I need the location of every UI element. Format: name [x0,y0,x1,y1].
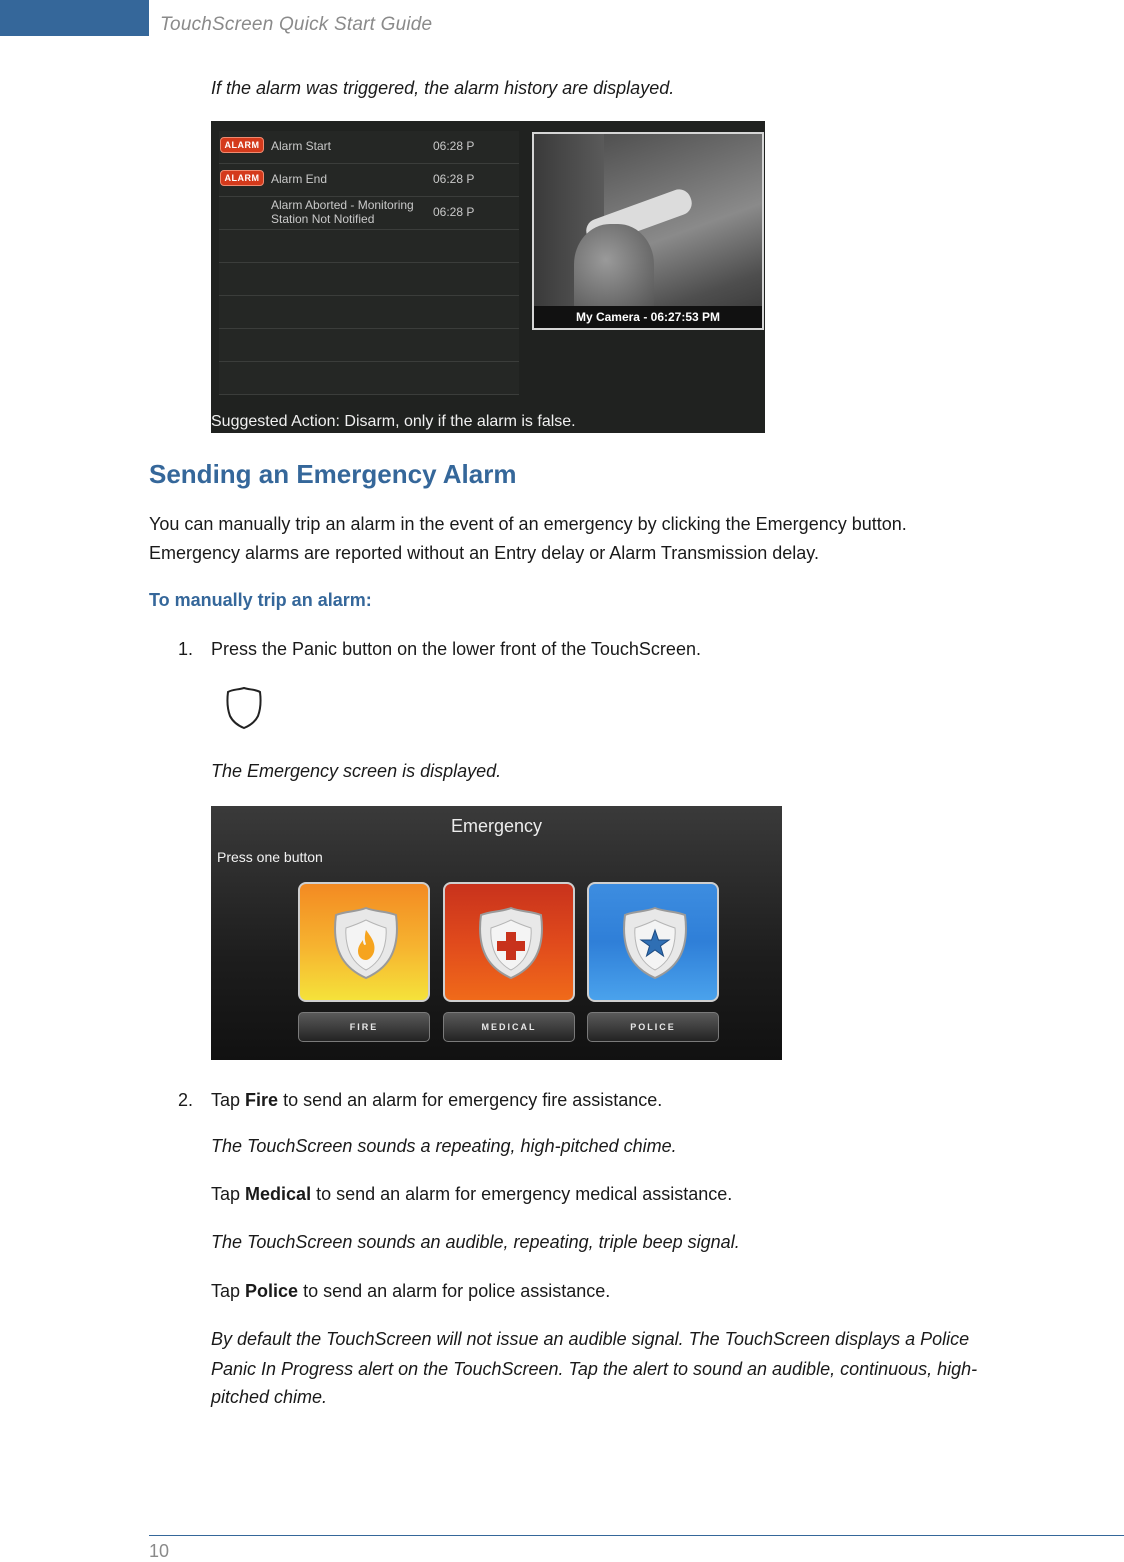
police-keyword: Police [245,1281,299,1301]
history-row-empty [219,362,519,395]
tap-word: Tap [211,1281,241,1301]
header-accent-bar [0,0,149,36]
fire-tile[interactable] [298,882,430,1002]
medical-shield-icon [475,906,547,980]
history-row [219,131,519,164]
camera-scene-person [574,224,654,314]
history-row-empty [219,296,519,329]
page-number: 10 [149,1541,170,1561]
medical-result: The TouchScreen sounds an audible, repeating, triple beep signal. [211,1232,740,1252]
section-paragraph-line: Emergency alarms are reported without an Entry delay or Alarm Transmission delay. [149,543,819,563]
history-row-empty [219,329,519,362]
history-time: 06:28 P [433,139,475,153]
history-row-empty [219,263,519,296]
emergency-subtitle: Press one button [217,849,323,865]
police-tile[interactable] [587,882,719,1002]
step-text-police [211,1277,610,1306]
medical-description: to send an alarm for emergency medical assistance. [316,1184,733,1204]
fire-shield-icon [330,906,402,980]
emergency-title: Emergency [450,816,543,836]
emergency-screenshot [211,806,782,1060]
step-number: 1. [178,639,194,659]
camera-snapshot [532,132,764,330]
alarm-history-list [219,131,519,401]
suggested-action: Suggested Action: Disarm, only if the alarm is false. [211,413,576,430]
medical-tile[interactable] [443,882,575,1002]
step-text-fire [211,1086,662,1115]
tap-word: Tap [211,1184,241,1204]
history-event [271,198,431,226]
document-title: TouchScreen Quick Start Guide [160,14,433,35]
alarm-history-intro: If the alarm was triggered, the alarm history are displayed. [211,78,675,98]
history-event: Alarm End [271,172,328,186]
history-row [219,164,519,197]
panic-button-icon [224,686,264,730]
tap-word: Tap [211,1090,241,1110]
step-number: 2. [178,1090,194,1110]
section-paragraph-line: You can manually trip an alarm in the event of an emergency by clicking the Emergency button. [149,514,907,534]
medical-keyword: Medical [245,1184,312,1204]
alarm-badge: ALARM [220,137,264,153]
fire-keyword: Fire [245,1090,279,1110]
history-event: Alarm Start [271,139,332,153]
camera-caption: My Camera - 06:27:53 PM [534,306,762,328]
step-text: Press the Panic button on the lower front of the TouchScreen. [211,639,701,659]
fire-result: The TouchScreen sounds a repeating, high-pitched chime. [211,1136,677,1156]
procedure-title: To manually trip an alarm: [149,590,372,610]
step-text-medical [211,1180,732,1209]
history-event-line: Alarm Aborted - Monitoring [271,198,414,212]
police-result-line: Panic In Progress alert on the TouchScreen. Tap the alert to sound an audible, continuous, high- [211,1359,978,1379]
history-event-line: Station Not Notified [271,212,375,226]
fire-description: to send an alarm for emergency fire assistance. [283,1090,663,1110]
alarm-history-screenshot [211,121,765,433]
police-button[interactable]: POLICE [587,1012,719,1042]
section-title: Sending an Emergency Alarm [149,459,517,489]
police-result-line: pitched chime. [211,1387,328,1407]
police-description: to send an alarm for police assistance. [303,1281,611,1301]
footer-divider [149,1535,1124,1536]
alarm-badge: ALARM [220,170,264,186]
step-result: The Emergency screen is displayed. [211,761,502,781]
fire-button[interactable]: FIRE [298,1012,430,1042]
police-shield-icon [619,906,691,980]
history-time: 06:28 P [433,205,475,219]
police-result-line: By default the TouchScreen will not issue an audible signal. The TouchScreen displays a Police [211,1329,970,1349]
medical-button[interactable]: MEDICAL [443,1012,575,1042]
history-row-empty [219,230,519,263]
history-time: 06:28 P [433,172,475,186]
history-row [219,197,519,230]
